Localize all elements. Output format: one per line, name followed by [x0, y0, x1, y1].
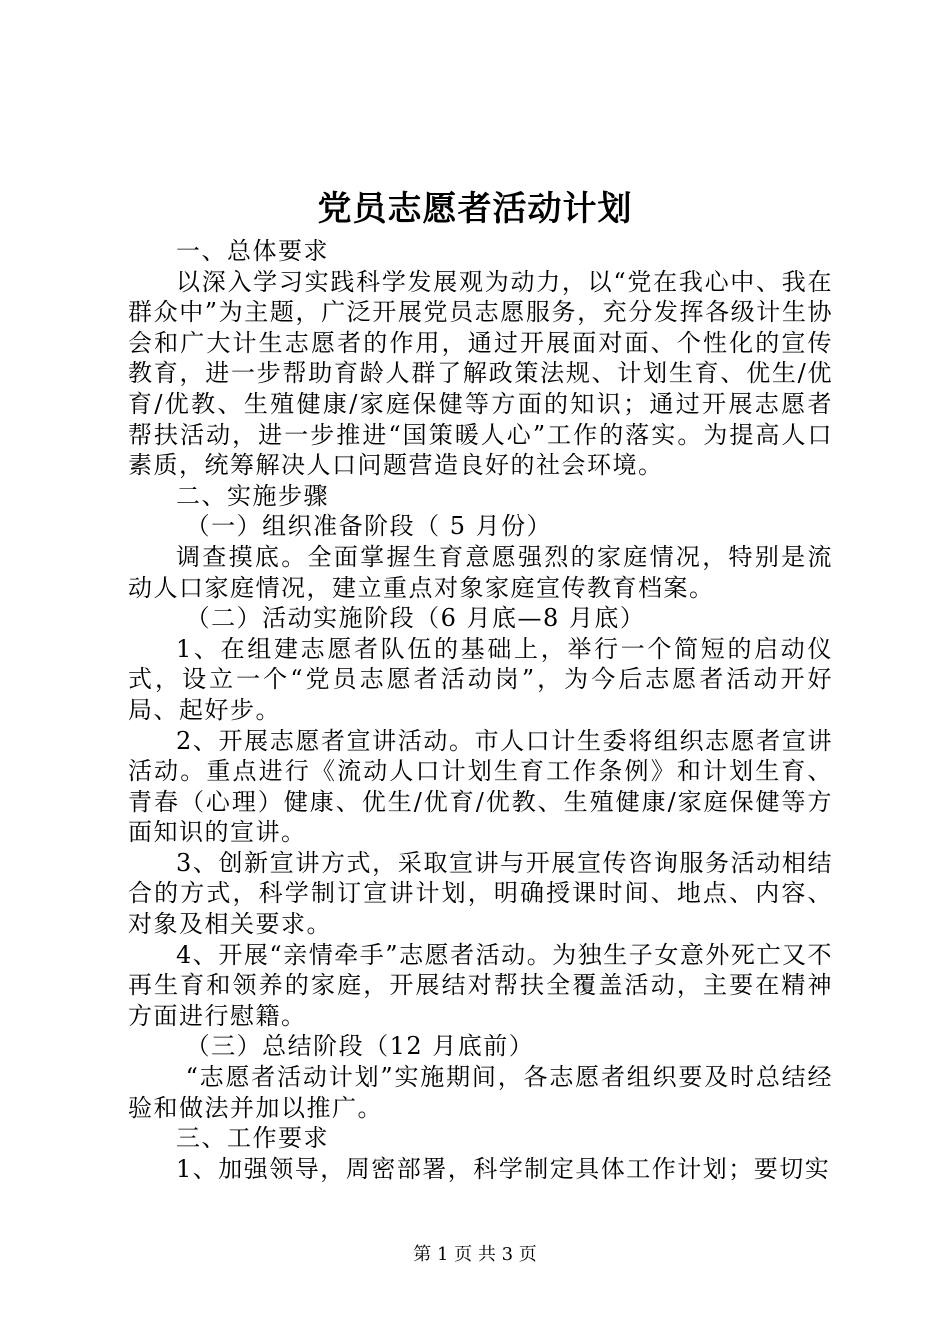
paragraph-preparation: 调查摸底。全面掌握生育意愿强烈的家庭情况，特别是流动人口家庭情况，建立重点对象家庭宣传教育档案。	[128, 542, 833, 602]
paragraph-item-3: 3、创新宣讲方式，采取宣讲与开展宣传咨询服务活动相结合的方式，科学制订宣讲计划，明确授课时间、地点、内容、对象及相关要求。	[128, 848, 833, 939]
paragraph-summary: “志愿者活动计划”实施期间，各志愿者组织要及时总结经验和做法并加以推广。	[128, 1063, 833, 1122]
paragraph-item-2: 2、开展志愿者宣讲活动。市人口计生委将组织志愿者宣讲活动。重点进行《流动人口计划生育工作条例》和计划生育、青春（心理）健康、优生/优育/优教、生殖健康/家庭保健等方面知识的宣讲。	[128, 726, 833, 847]
section-heading-work-requirements: 三、工作要求	[176, 1124, 329, 1153]
document-body	[128, 236, 833, 1184]
subsection-heading-implementation: （二）活动实施阶段（6 月底—8 月底）	[185, 604, 646, 633]
page-footer: 第 1 页 共 3 页	[413, 1244, 537, 1265]
document-title: 党员志愿者活动计划	[317, 189, 633, 229]
section-heading-general-requirements: 一、总体要求	[176, 237, 329, 265]
paragraph-item-4: 4、开展“亲情牵手”志愿者活动。为独生子女意外死亡又不再生育和领养的家庭，开展结对帮扶全覆盖活动，主要在精神方面进行慰籍。	[128, 940, 833, 1030]
section-heading-implementation-steps: 二、实施步骤	[176, 481, 329, 510]
paragraph-work-requirement-1: 1、加强领导，周密部署，科学制定具体工作计划；要切实	[176, 1154, 831, 1183]
subsection-heading-summary: （三）总结阶段（12 月底前）	[185, 1032, 535, 1061]
paragraph-general-requirements: 以深入学习实践科学发展观为动力，以“党在我心中、我在群众中”为主题，广泛开展党员志愿服务，充分发挥各级计生协会和广大计生志愿者的作用，通过开展面对面、个性化的宣传教育，进一步帮助育龄人群了解政策法规、计划生育、优生/优育/优教、生殖健康/家庭保健等方面的知识；通过开展志愿者帮扶活动，进一步推进“国策暖人心”工作的落实。为提高人口素质，统筹解决人口问题营造良好的社会环境。	[128, 267, 833, 480]
paragraph-item-1: 1、在组建志愿者队伍的基础上，举行一个简短的启动仪式，设立一个“党员志愿者活动岗”，为今后志愿者活动开好局、起好步。	[128, 634, 833, 724]
subsection-heading-preparation: （一）组织准备阶段（ 5 月份）	[185, 512, 553, 541]
